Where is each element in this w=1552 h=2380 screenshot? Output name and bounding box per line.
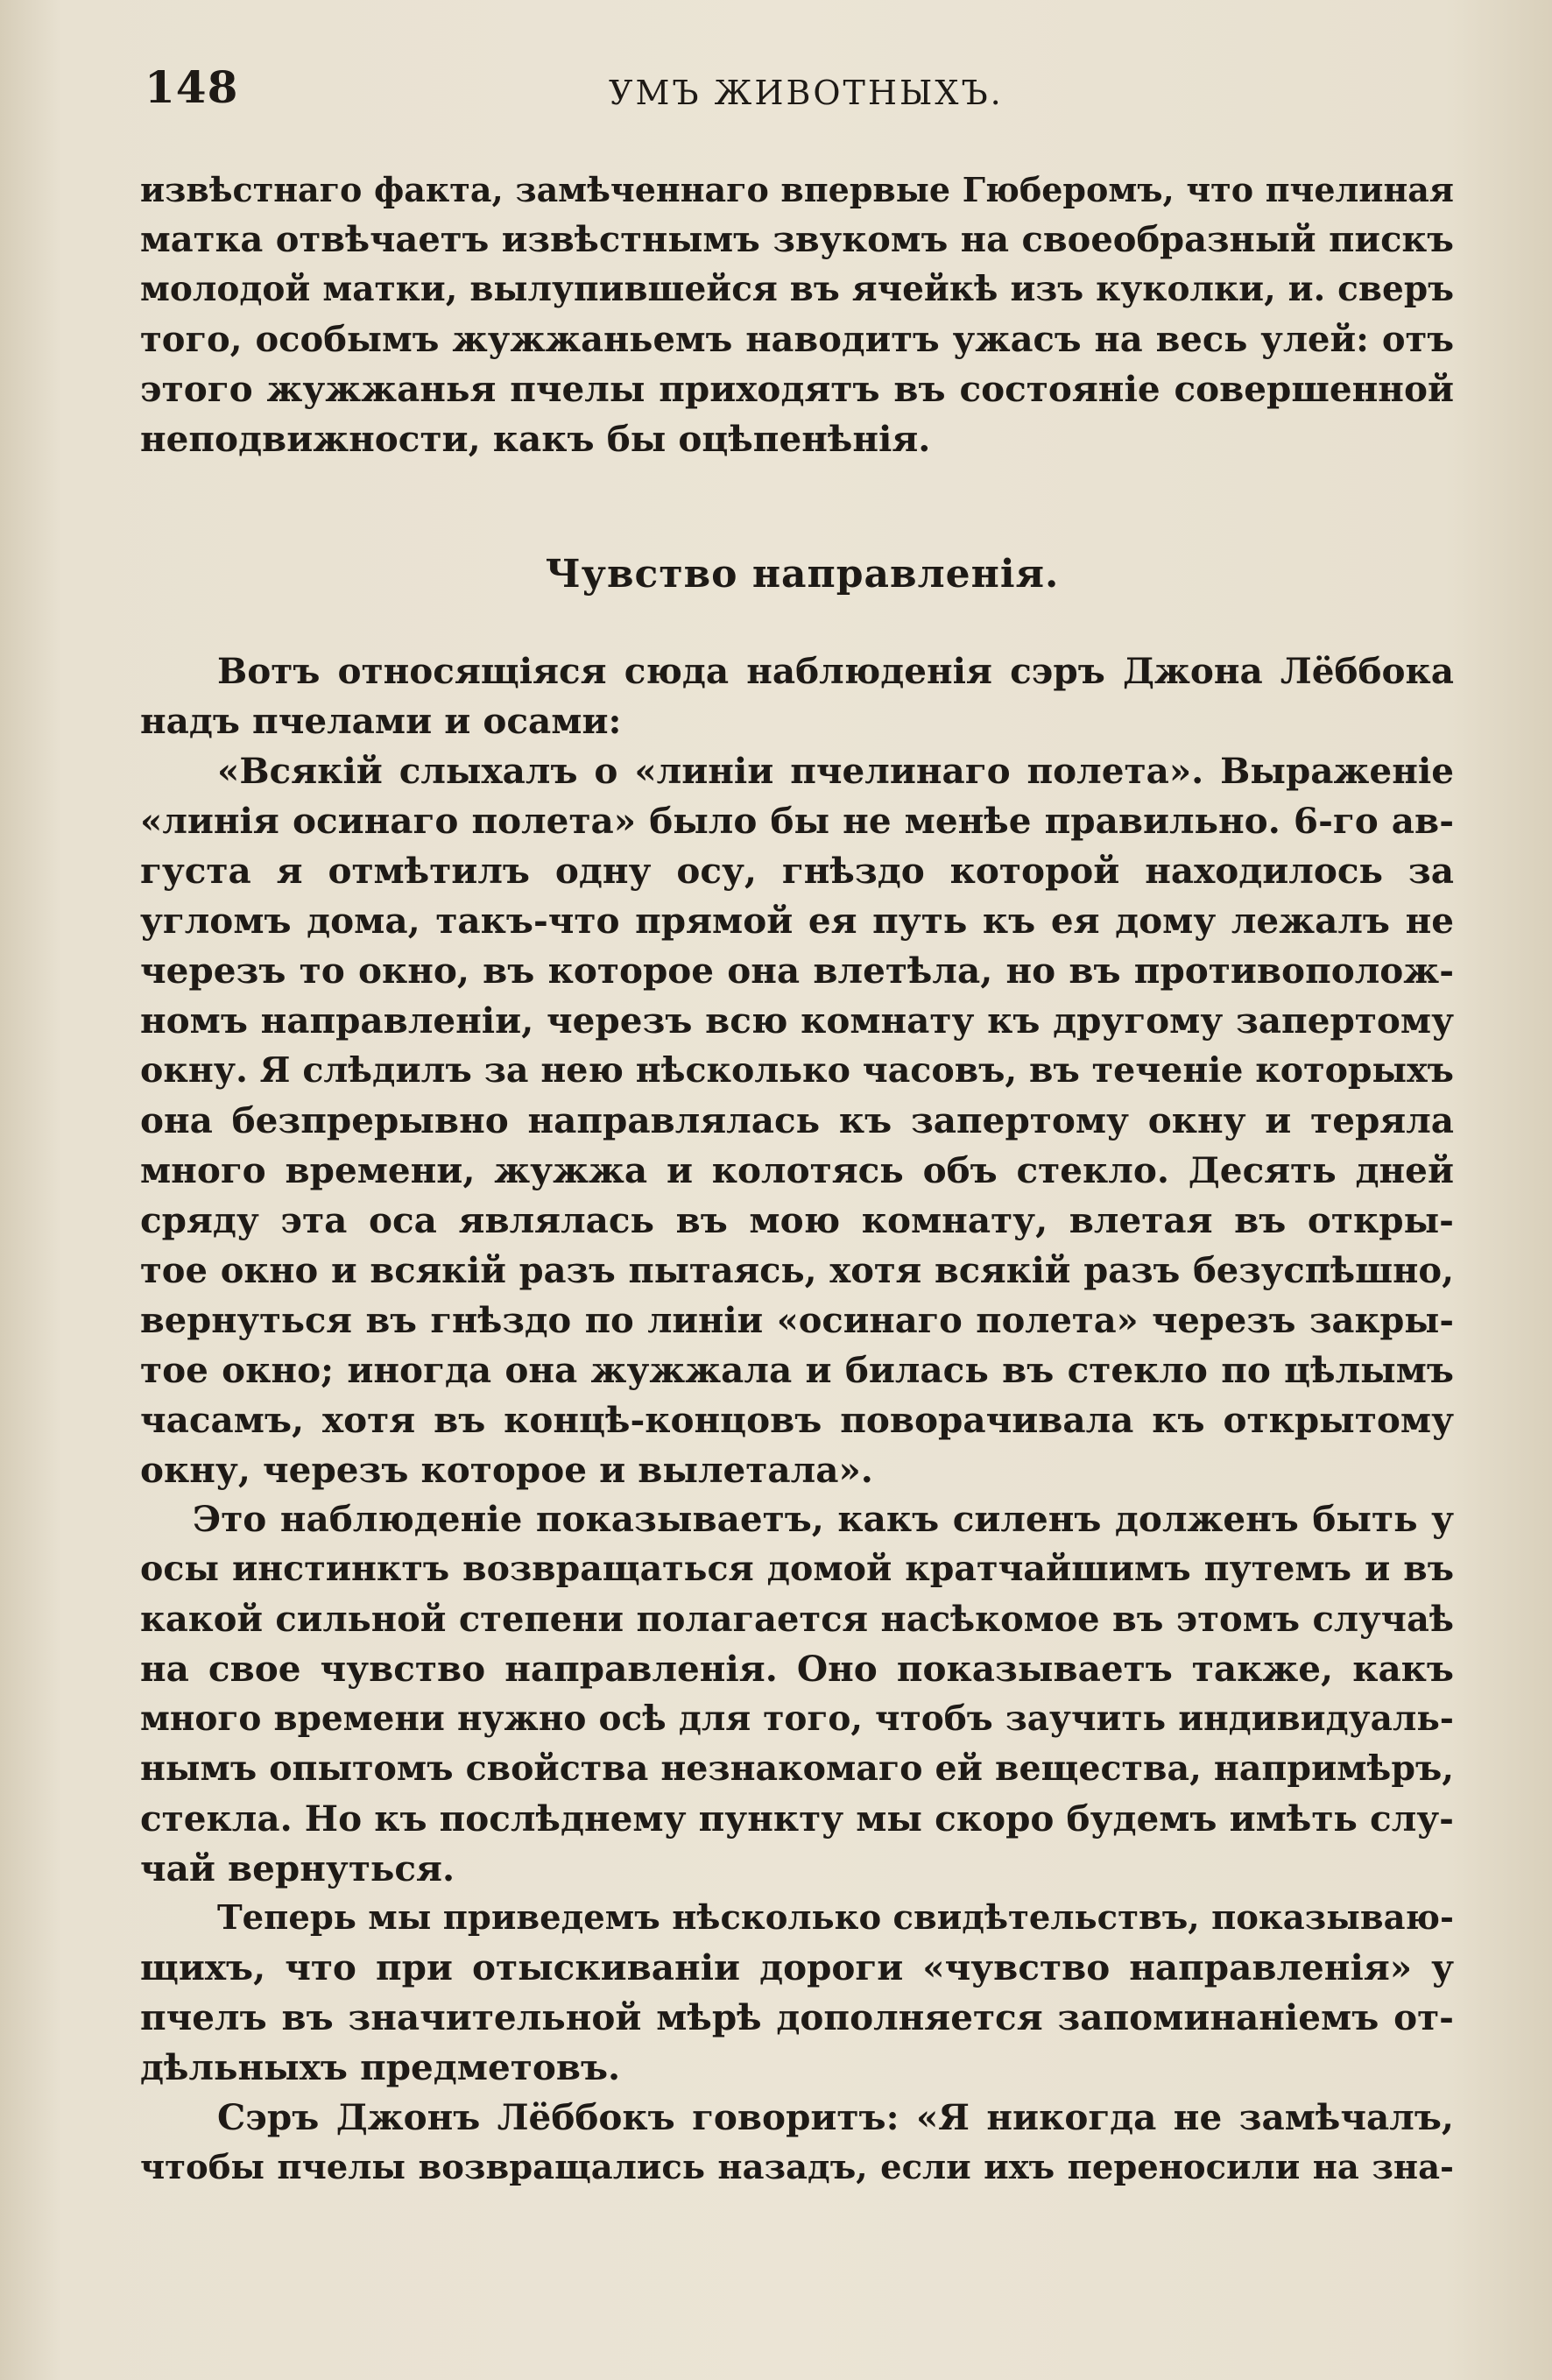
text-line: того, особымъ жужжаньемъ наводитъ ужасъ на весь улей: отъ xyxy=(140,319,1454,360)
text-line: окну. Я слѣдилъ за нею нѣсколько часовъ, въ теченіе которыхъ xyxy=(140,1050,1454,1091)
text-line: Теперь мы приведемъ нѣсколько свидѣтельствъ, показываю- xyxy=(217,1898,1454,1938)
paragraph-quote xyxy=(140,746,1454,1495)
text-line: щихъ, что при отыскиваніи дороги «чувство направленія» у xyxy=(140,1946,1454,1988)
paragraph-continued xyxy=(140,165,1454,464)
text-line: много времени, жужжа и колотясь объ стекло. Десять дней xyxy=(140,1149,1454,1191)
text-line: на свое чувство направленія. Оно показываетъ также, какъ xyxy=(140,1648,1454,1690)
text-line: надъ пчелами и осами: xyxy=(140,700,622,742)
section-heading-text: Чувство направленія. xyxy=(545,552,1060,597)
text-line: молодой матки, вылупившейся въ ячейкѣ изъ куколки, и. сверъ xyxy=(140,269,1454,309)
paragraph-commentary xyxy=(140,1494,1454,1894)
text-line: извѣстнаго факта, замѣченнаго впервые Гюберомъ, что пчелиная xyxy=(140,170,1454,209)
text-line: она безпрерывно направлялась къ запертому окну и теряла xyxy=(140,1099,1454,1141)
text-line: много времени нужно осѣ для того, чтобъ заучить индивидуаль- xyxy=(140,1698,1454,1739)
text-line: какой сильной степени полагается насѣкомое въ этомъ случаѣ xyxy=(140,1599,1454,1640)
text-line: номъ направленіи, черезъ всю комнату къ другому запертому xyxy=(140,999,1454,1042)
text-line: часамъ, хотя въ концѣ-концовъ поворачивала къ открытому xyxy=(140,1399,1454,1441)
page-header xyxy=(145,61,1476,123)
text-line: Сэръ Джонъ Лёббокъ говоритъ: «Я никогда не замѣчалъ, xyxy=(217,2096,1454,2138)
text-line: угломъ дома, такъ-что прямой ея путь къ ея дому лежалъ не xyxy=(140,900,1454,942)
text-line: этого жужжанья пчелы приходятъ въ состояніе совершенной xyxy=(140,368,1454,410)
text-line: густа я отмѣтилъ одну осу, гнѣздо которой находилось за xyxy=(140,850,1454,892)
text-line: стекла. Но къ послѣднему пункту мы скоро будемъ имѣть слу- xyxy=(140,1797,1454,1840)
text-line: пчелъ въ значительной мѣрѣ дополняется запоминаніемъ от- xyxy=(140,1996,1454,2038)
text-line: матка отвѣчаетъ извѣстнымъ звукомъ на своеобразный пискъ xyxy=(140,219,1454,260)
section-heading xyxy=(0,552,1552,597)
paragraph-intro xyxy=(140,646,1454,746)
text-line: вернуться въ гнѣздо по линіи «осинаго полета» черезъ закры- xyxy=(140,1300,1454,1341)
text-line: окну, черезъ которое и вылетала». xyxy=(140,1449,873,1491)
text-line: Вотъ относящіяся сюда наблюденія сэръ Джона Лёббока xyxy=(217,650,1454,692)
text-line: дѣльныхъ предметовъ. xyxy=(140,2046,621,2088)
paragraph-lubbock xyxy=(140,2093,1454,2193)
text-line: Это наблюденіе показываетъ, какъ силенъ долженъ быть у xyxy=(193,1498,1454,1540)
text-line: «Всякій слыхалъ о «линіи пчелинаго полета». Выраженіе xyxy=(217,750,1454,792)
text-line: осы инстинктъ возвращаться домой кратчайшимъ путемъ и въ xyxy=(140,1549,1454,1589)
text-line: неподвижности, какъ бы оцѣпенѣнія. xyxy=(140,418,931,460)
text-line: тое окно; иногда она жужжала и билась въ стекло по цѣлымъ xyxy=(140,1349,1454,1391)
text-line: черезъ то окно, въ которое она влетѣла, но въ противополож- xyxy=(140,950,1454,992)
running-title: УМЪ ЖИВОТНЫХЪ. xyxy=(609,74,1004,112)
text-line: сряду эта оса являлась въ мою комнату, влетая въ откры- xyxy=(140,1199,1454,1241)
text-line: чай вернуться. xyxy=(140,1847,455,1889)
text-line: чтобы пчелы возвращались назадъ, если ихъ переносили на зна- xyxy=(140,2148,1454,2187)
text-line: нымъ опытомъ свойства незнакомаго ей вещества, напримѣръ, xyxy=(140,1748,1454,1789)
text-line: «линія осинаго полета» было бы не менѣе правильно. 6-го ав- xyxy=(140,800,1454,842)
page-number: 148 xyxy=(145,61,239,113)
text-line: тое окно и всякій разъ пытаясь, хотя всякій разъ безуспѣшно, xyxy=(140,1250,1454,1291)
paragraph-evidence xyxy=(140,1893,1454,2093)
